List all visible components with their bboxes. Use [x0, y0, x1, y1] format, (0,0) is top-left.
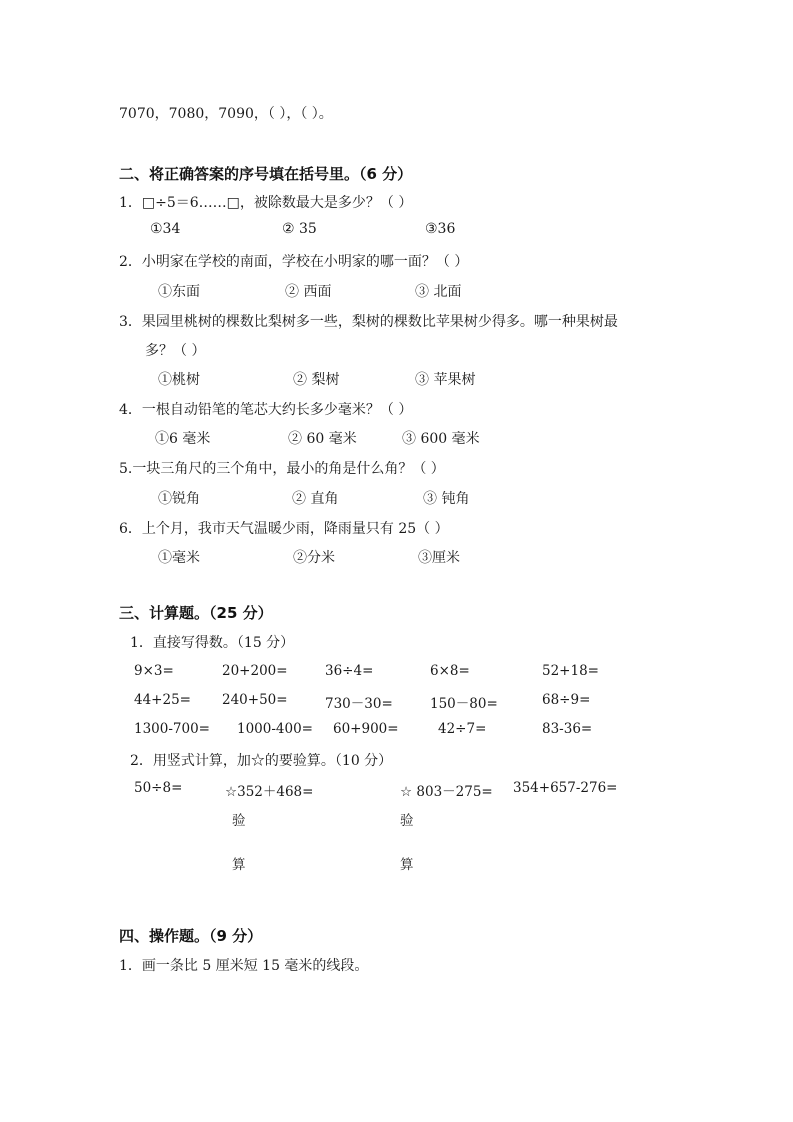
calc-item: 60+900=: [333, 721, 399, 737]
calc-item: 52+18=: [542, 663, 599, 679]
calc-item: 240+50=: [222, 692, 288, 708]
option-2-1-c: ③36: [425, 221, 456, 237]
section-4-heading: 四、操作题。（9 分）: [119, 927, 263, 945]
calc-item: 20+200=: [222, 663, 288, 679]
vertical-calc-problem-starred: ☆ 803－275=: [400, 784, 493, 800]
sequence-question: 7070，7080，7090，（ ），（ ）。: [119, 106, 333, 122]
option-2-1-b: ② 35: [282, 221, 317, 237]
option-2-6-c: ③厘米: [418, 550, 460, 566]
question-2-6: 6．上个月，我市天气温暖少雨，降雨量只有 25（ ）: [119, 521, 449, 537]
calc-item: 83-36=: [542, 721, 593, 737]
option-2-4-b: ② 60 毫米: [288, 431, 357, 447]
question-2-2: 2．小明家在学校的南面，学校在小明家的哪一面？（ ）: [119, 254, 469, 270]
option-2-3-b: ② 梨树: [293, 372, 340, 388]
option-2-4-a: ①6 毫米: [155, 431, 211, 447]
check-label: 算: [232, 857, 246, 873]
vertical-calc-problem: 50÷8=: [134, 780, 183, 796]
option-2-2-c: ③ 北面: [415, 284, 462, 300]
check-label: 验: [232, 813, 246, 829]
vertical-calc-problem-starred: ☆352＋468=: [225, 784, 314, 800]
question-2-5: 5.一块三角尺的三个角中，最小的角是什么角？（ ）: [119, 461, 445, 477]
calc-item: 9×3=: [134, 663, 174, 679]
calc-item: 6×8=: [430, 663, 470, 679]
option-2-5-c: ③ 钝角: [423, 491, 470, 507]
option-2-3-a: ①桃树: [158, 372, 200, 388]
calc-item: 68÷9=: [542, 692, 591, 708]
option-2-3-c: ③ 苹果树: [415, 372, 476, 388]
calc-item: 730－30=: [325, 696, 393, 712]
option-2-1-a: ①34: [150, 221, 181, 237]
question-4-1: 1．画一条比 5 厘米短 15 毫米的线段。: [119, 958, 369, 974]
option-2-4-c: ③ 600 毫米: [402, 431, 480, 447]
question-2-3-cont: 多？（ ）: [145, 343, 206, 359]
section-3-heading: 三、计算题。（25 分）: [119, 604, 273, 622]
question-2-3: 3．果园里桃树的棵数比梨树多一些，梨树的棵数比苹果树少得多。哪一种果树最: [119, 314, 618, 330]
check-label: 算: [400, 857, 414, 873]
question-2-1: 1．□÷5＝6……□，被除数最大是多少？（ ）: [119, 195, 413, 211]
option-2-6-a: ①毫米: [158, 550, 200, 566]
part-3-2-title: 2．用竖式计算，加☆的要验算。（10 分）: [130, 753, 393, 769]
calc-item: 36÷4=: [325, 663, 374, 679]
option-2-5-b: ② 直角: [292, 491, 339, 507]
calc-item: 1300-700=: [134, 721, 210, 737]
question-2-4: 4．一根自动铅笔的笔芯大约长多少毫米？（ ）: [119, 402, 413, 418]
calc-item: 150－80=: [430, 696, 498, 712]
part-3-1-title: 1．直接写得数。（15 分）: [130, 635, 295, 651]
option-2-2-b: ② 西面: [285, 284, 332, 300]
option-2-2-a: ①东面: [158, 284, 200, 300]
check-label: 验: [400, 813, 414, 829]
vertical-calc-problem: 354+657-276=: [513, 780, 618, 796]
option-2-5-a: ①锐角: [158, 491, 200, 507]
calc-item: 44+25=: [134, 692, 191, 708]
option-2-6-b: ②分米: [293, 550, 335, 566]
calc-item: 1000-400=: [237, 721, 313, 737]
section-2-heading: 二、将正确答案的序号填在括号里。（6 分）: [119, 165, 413, 183]
calc-item: 42÷7=: [438, 721, 487, 737]
